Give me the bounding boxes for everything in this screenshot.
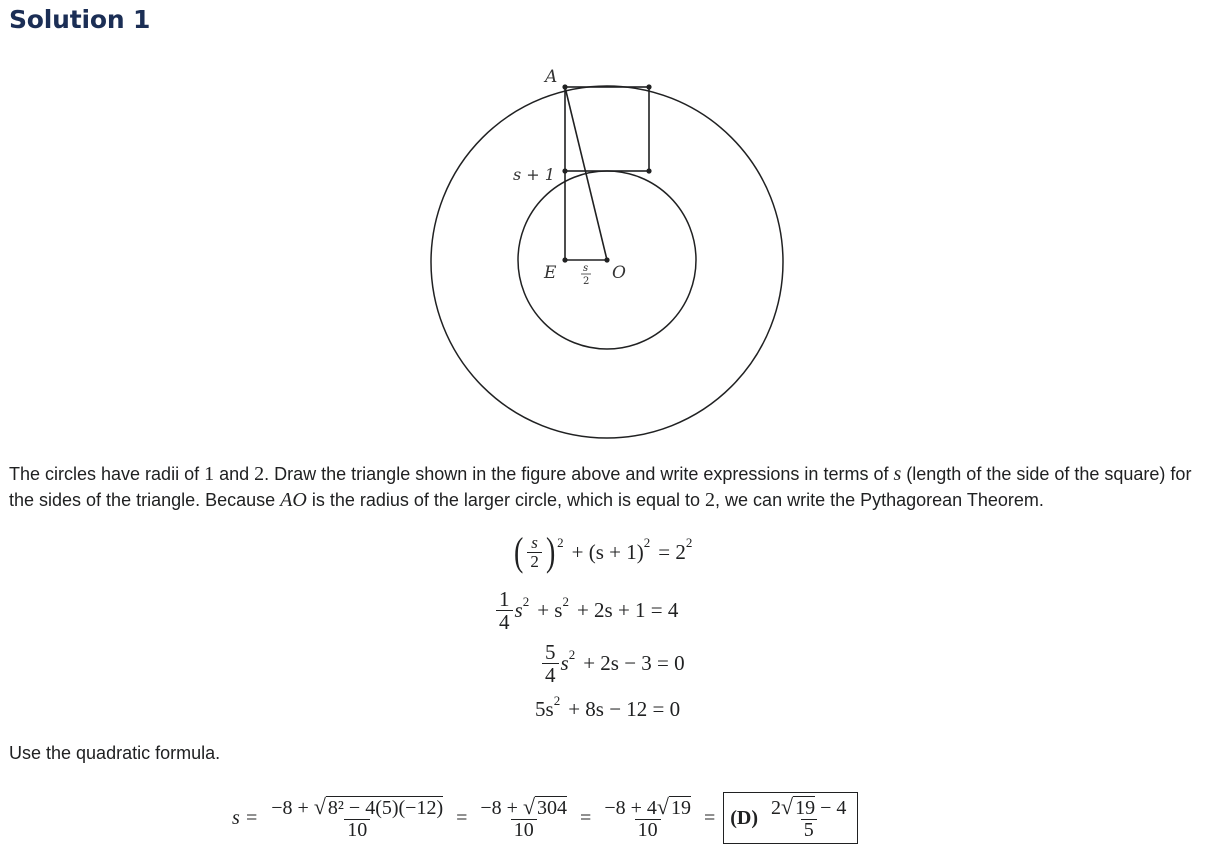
- explanation-paragraph: The circles have radii of 1 and 2. Draw the triangle shown in the figure above and write expressions in terms of s (length of the side of the square) for the sides of the triangle. Because AO is the radius of the larger circle, which is equal to 2, we can write the Pythagorean Theorem.: [9, 463, 1192, 511]
- answer-label: (D): [730, 806, 759, 829]
- quadratic-formula: s = $\frac{\text{−8 + √ 8² − 4(5)(−12)}}{10}$ = $\frac{-8 + √ 304}{10}$ = $\frac{-8 + 4√ 19}{10}$ = (D) $\frac{2√ 19 - 4}{5}$: [232, 792, 858, 844]
- answer-box: (D) $\frac{2√ 19 - 4}{5}$: [723, 792, 858, 844]
- point-a: [562, 84, 567, 89]
- square: [565, 87, 649, 171]
- label-half-den: 2: [583, 276, 590, 287]
- point-square-bl: [562, 168, 567, 173]
- point-square-br: [646, 168, 651, 173]
- quadratic-paragraph: Use the quadratic formula.: [9, 743, 221, 763]
- solution-heading: Solution 1: [9, 5, 151, 34]
- equation-3: $\frac{5}{4}$ s 2 + 2s − 3 = 0: [540, 641, 685, 686]
- label-e: E: [544, 263, 557, 283]
- label-a: A: [545, 67, 558, 87]
- point-e: [562, 257, 567, 262]
- label-side: s + 1: [513, 165, 555, 184]
- equation-2: $\frac{1}{4}$ s 2 + s 2 + 2s + 1 = 4: [494, 588, 678, 633]
- label-half-num: s: [583, 263, 589, 274]
- segment-ao: [565, 87, 607, 260]
- point-square-tr: [646, 84, 651, 89]
- point-o: [604, 257, 609, 262]
- equation-4: 5s 2 + 8s − 12 = 0: [535, 692, 681, 721]
- equation-1: ( $\frac{s}{2}$ ) 2 + (s + 1) 2 = 2 2: [513, 529, 693, 574]
- label-o: O: [612, 263, 626, 283]
